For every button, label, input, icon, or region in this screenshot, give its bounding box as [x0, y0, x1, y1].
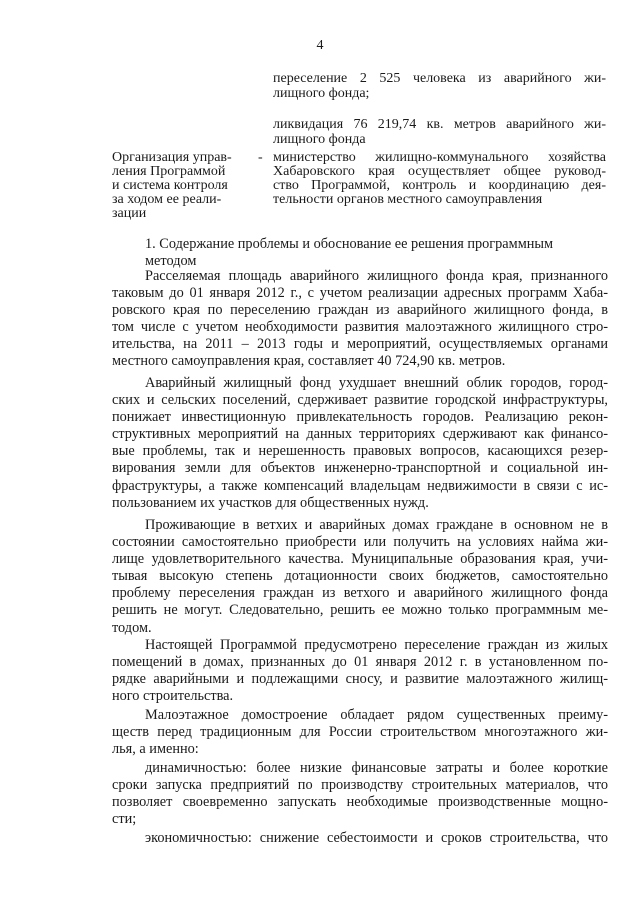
body-paragraph — [112, 830, 608, 847]
paragraph-line: помещений в домах, признанных до 01 января 2012 г. в установленном по- — [112, 654, 608, 671]
paragraph-line: вирования земли для объектов инженерно-транспортной и социальной ин- — [112, 460, 608, 477]
paragraph-line: тодом. — [112, 619, 152, 636]
org-value-line: Хабаровского края осуществляет общее руковод- — [273, 164, 606, 179]
paragraph-line: ровского края по переселению граждан из аварийного жилищного фонда, в — [112, 302, 608, 319]
paragraph-line: проблему переселения граждан из ветхого и аварийного жилищного фонда — [112, 585, 608, 602]
paragraph-line: ществ перед традиционным для России строительством многоэтажного жи- — [112, 724, 608, 741]
paragraph-line: решить не могут. Следовательно, решить ее можно только программным ме- — [112, 602, 608, 619]
org-value-line: министерство жилищно-коммунального хозяйства — [273, 150, 606, 165]
org-label-line: ления Программой — [112, 164, 226, 179]
paragraph-line: ного строительства. — [112, 688, 234, 705]
paragraph-line: ских и сельских поселений, сдерживает развитие городской инфраструктуры, — [112, 392, 608, 409]
paragraph-line: позволяет своевременно запускать необходимые производственные мощно- — [112, 794, 608, 811]
section-heading-line: методом — [145, 253, 197, 269]
org-label-line: за ходом ее реали- — [112, 192, 222, 207]
body-paragraph — [112, 517, 608, 637]
paragraph-line: экономичностью: снижение себестоимости и сроков строительства, что — [145, 830, 608, 846]
paragraph-line: лище удовлетворительного качества. Муниципальные образования края, учи- — [112, 551, 608, 568]
paragraph-line: Настоящей Программой предусмотрено переселение граждан из жилых — [145, 637, 608, 653]
paragraph-line: сти; — [112, 811, 137, 828]
paragraph-line: динамичностью: более низкие финансовые затраты и более короткие — [145, 760, 608, 776]
passport-item-line: переселение 2 525 человека из аварийного жи- — [273, 71, 606, 86]
paragraph-line: пользованием их участков для общественных нужд. — [112, 494, 429, 511]
org-value-line: ство Программой, контроль и координацию дея- — [273, 178, 606, 193]
paragraph-line: состоянии самостоятельно приобрести или получить на условиях найма жи- — [112, 534, 608, 551]
org-label-line: зации — [112, 206, 147, 221]
passport-item-line: лищного фонда; — [273, 86, 370, 101]
paragraph-line: лья, а именно: — [112, 741, 199, 758]
body-paragraph — [112, 637, 608, 705]
paragraph-line: местного самоуправления края, составляет 40 724,90 кв. метров. — [112, 353, 506, 370]
passport-item-line: лищного фонда — [273, 132, 366, 147]
paragraph-line: Проживающие в ветхих и аварийных домах граждане в основном не в — [145, 517, 608, 533]
body-paragraph — [112, 268, 608, 371]
paragraph-line: Аварийный жилищный фонд ухудшает внешний облик городов, город- — [145, 375, 608, 391]
paragraph-line: рядке аварийными и подлежащими сносу, и развитие малоэтажного жилищ- — [112, 671, 608, 688]
paragraph-line: структивных мероприятий на данных территориях сдерживают как финансо- — [112, 426, 608, 443]
body-paragraph — [112, 375, 608, 512]
paragraph-line: фраструктуры, а также компенсаций владельцам недвижимости в связи с ис- — [112, 477, 608, 494]
org-value-line: тельности органов местного самоуправления — [273, 192, 543, 207]
paragraph-line: вые проблемы, так и нерешенность правовых вопросов, касающихся резер- — [112, 443, 608, 460]
paragraph-line: тывая высокую степень дотационности своих бюджетов, самостоятельно — [112, 568, 608, 585]
separator-dash: - — [258, 150, 263, 165]
paragraph-line: Расселяемая площадь аварийного жилищного фонда края, признанного — [145, 268, 608, 284]
passport-item-line: ликвидация 76 219,74 кв. метров аварийного жи- — [273, 117, 606, 132]
paragraph-line: сроки запуска предприятий по производству строительных материалов, что — [112, 777, 608, 794]
paragraph-line: понижает инвестиционную привлекательность городов. Реализацию рекон- — [112, 409, 608, 426]
org-label-line: Организация управ- — [112, 150, 232, 165]
paragraph-line: Малоэтажное домостроение обладает рядом существенных преиму- — [145, 707, 608, 723]
body-paragraph — [112, 760, 608, 828]
paragraph-line: ительства, на 2011 – 2013 годы и мероприятий, осуществляемых органами — [112, 336, 608, 353]
body-paragraph — [112, 707, 608, 758]
org-label-line: и система контроля — [112, 178, 228, 193]
page-number: 4 — [316, 38, 324, 53]
paragraph-line: том числе с учетом необходимости развития малоэтажного жилищного стро- — [112, 319, 608, 336]
section-heading-line: 1. Содержание проблемы и обоснование ее решения программным — [145, 236, 554, 252]
paragraph-line: таковым до 01 января 2012 г., с учетом реализации адресных программ Хаба- — [112, 285, 608, 302]
section-heading — [145, 236, 553, 270]
